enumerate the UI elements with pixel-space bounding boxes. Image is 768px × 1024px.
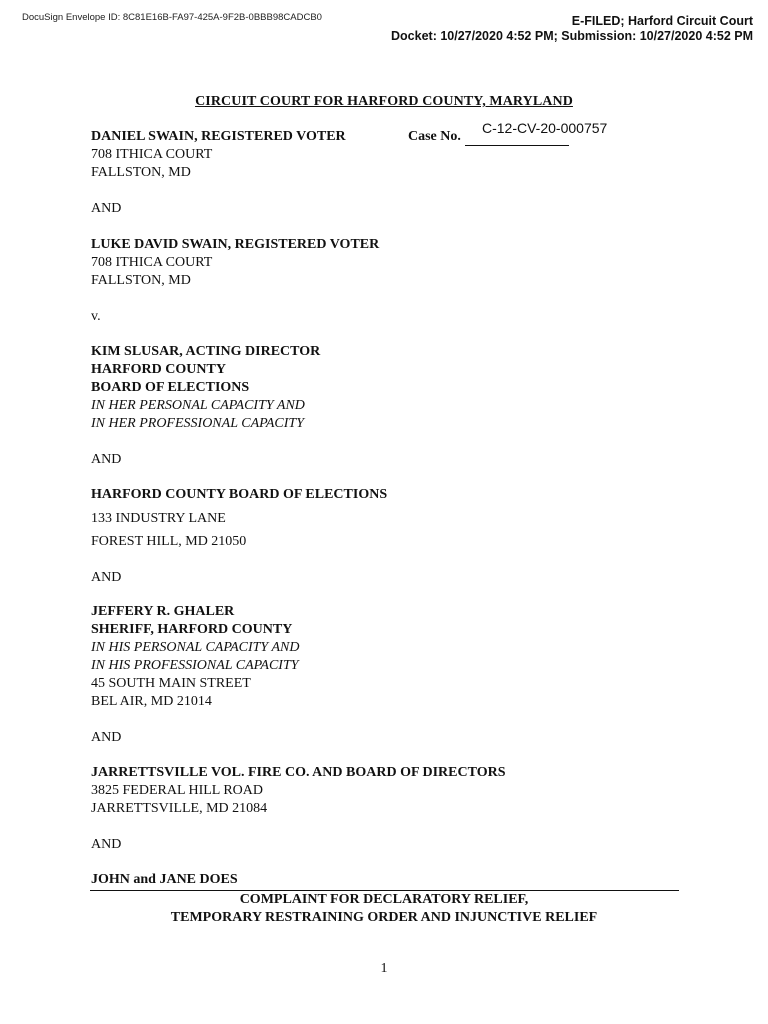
defendant3-capacity2: IN HIS PROFESSIONAL CAPACITY — [91, 658, 299, 673]
versus: v. — [91, 309, 101, 324]
defendant1-title2: BOARD OF ELECTIONS — [91, 380, 250, 395]
efiled-court: E-FILED; Harford Circuit Court — [571, 14, 753, 28]
docusign-envelope-id: DocuSign Envelope ID: 8C81E16B-FA97-425A-9F2B-0BBB98CADCB0 — [22, 12, 322, 23]
case-label: Case No. — [408, 129, 461, 144]
efiled-docket: Docket: 10/27/2020 4:52 PM; Submission: 10/27/2020 4:52 PM — [391, 29, 753, 43]
defendant5-name: JOHN and JANE DOES — [91, 872, 238, 887]
and-separator: AND — [91, 730, 122, 745]
plaintiff1-name: DANIEL SWAIN, REGISTERED VOTER — [91, 129, 346, 144]
defendant2-address2: FOREST HILL, MD 21050 — [91, 534, 247, 549]
defendant4-name: JARRETTSVILLE VOL. FIRE CO. AND BOARD OF DIRECTORS — [91, 765, 506, 780]
efiled-stamp — [391, 14, 753, 44]
defendant1-capacity2: IN HER PROFESSIONAL CAPACITY — [91, 416, 304, 431]
and-separator: AND — [91, 452, 122, 467]
page-number: 1 — [380, 961, 388, 976]
defendant2-address1: 133 INDUSTRY LANE — [91, 511, 226, 526]
defendant4-address1: 3825 FEDERAL HILL ROAD — [91, 783, 264, 798]
plaintiff2-name: LUKE DAVID SWAIN, REGISTERED VOTER — [91, 237, 380, 252]
court-title: CIRCUIT COURT FOR HARFORD COUNTY, MARYLAND — [195, 94, 573, 109]
defendant3-capacity1: IN HIS PERSONAL CAPACITY AND — [91, 640, 300, 655]
defendant1-capacity1: IN HER PERSONAL CAPACITY AND — [91, 398, 305, 413]
defendant3-name: JEFFERY R. GHALER — [91, 604, 235, 619]
defendant4-address2: JARRETTSVILLE, MD 21084 — [91, 801, 268, 816]
defendant2-name: HARFORD COUNTY BOARD OF ELECTIONS — [91, 487, 388, 502]
and-separator: AND — [91, 570, 122, 585]
case-number: C-12-CV-20-000757 — [482, 120, 608, 136]
plaintiff1-address2: FALLSTON, MD — [91, 165, 191, 180]
defendant1-name: KIM SLUSAR, ACTING DIRECTOR — [91, 344, 321, 359]
and-separator: AND — [91, 201, 122, 216]
plaintiff2-address2: FALLSTON, MD — [91, 273, 191, 288]
defendant3-address1: 45 SOUTH MAIN STREET — [91, 676, 251, 691]
defendant3-address2: BEL AIR, MD 21014 — [91, 694, 212, 709]
plaintiff1-address1: 708 ITHICA COURT — [91, 147, 213, 162]
complaint-title-line1: COMPLAINT FOR DECLARATORY RELIEF, — [239, 892, 529, 907]
complaint-title-line2: TEMPORARY RESTRAINING ORDER AND INJUNCTIVE RELIEF — [170, 910, 598, 925]
defendant1-title1: HARFORD COUNTY — [91, 362, 226, 377]
plaintiff2-address1: 708 ITHICA COURT — [91, 255, 213, 270]
case-number-blank — [465, 145, 569, 146]
defendant3-title1: SHERIFF, HARFORD COUNTY — [91, 622, 293, 637]
and-separator: AND — [91, 837, 122, 852]
